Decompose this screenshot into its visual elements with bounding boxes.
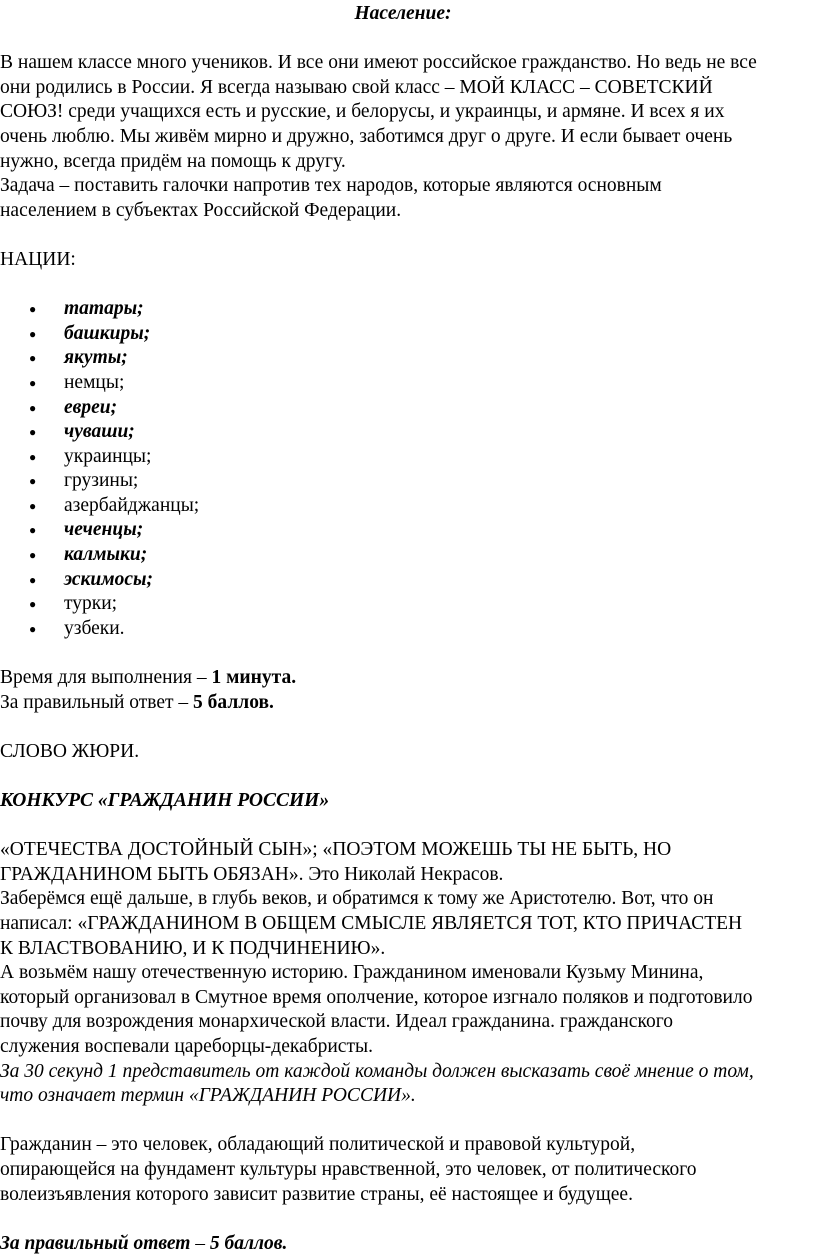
nation-label: чуваши; [64, 421, 135, 443]
text-line: что означает термин «ГРАЖДАНИН РОССИИ». [0, 1085, 416, 1107]
text-line: ГРАЖДАНИНОМ БЫТЬ ОБЯЗАН». Это Николай Некрасов. [0, 863, 504, 885]
nation-item [0, 420, 806, 445]
text-line: служения воспевали цареборцы-декабристы. [0, 1035, 373, 1057]
text-line: СОЮЗ! среди учащихся есть и русские, и белорусы, и украинцы, и армяне. И всех я их [0, 101, 725, 123]
bullet-icon: ● [29, 498, 37, 513]
intro-paragraph [0, 51, 806, 174]
text-line: нужно, всегда придём на помощь к другу. [0, 150, 346, 172]
section-heading: Население: [354, 3, 452, 24]
spacer [0, 814, 806, 839]
nation-item [0, 346, 806, 371]
nation-label: грузины; [64, 470, 139, 492]
bullet-icon: ● [29, 302, 37, 317]
spacer [0, 715, 806, 740]
bullet-icon: ● [29, 326, 37, 341]
nation-item [0, 297, 806, 322]
bullet-icon: ● [29, 572, 37, 587]
text-line: Гражданин – это человек, обладающий политической и правовой культурой, [0, 1134, 636, 1156]
nation-item [0, 371, 806, 396]
score-line [0, 691, 806, 716]
text-line: опирающейся на фундамент культуры нравственной, это человек, от политического [0, 1158, 697, 1180]
bullet-icon: ● [29, 375, 37, 390]
nation-item [0, 322, 806, 347]
time-value: 1 минута. [211, 667, 297, 689]
instruction-paragraph [0, 1060, 806, 1109]
bullet-icon: ● [29, 597, 37, 612]
nation-label: немцы; [64, 371, 125, 393]
score-prefix: За правильный ответ – [0, 691, 194, 713]
jury-line: СЛОВО ЖЮРИ. [0, 740, 140, 762]
contest-title: КОНКУРС «ГРАЖДАНИН РОССИИ» [0, 790, 330, 811]
task-paragraph [0, 174, 806, 223]
final-score-value: 5 баллов. [209, 1232, 288, 1254]
nation-item [0, 543, 806, 568]
spacer [0, 27, 806, 52]
spacer [0, 1109, 806, 1134]
nation-label: чеченцы; [64, 519, 144, 541]
spacer [0, 641, 806, 666]
nation-label: калмыки; [64, 544, 148, 566]
nation-item [0, 518, 806, 543]
text-line: В нашем классе много учеников. И все они имеют российское гражданство. Но ведь не все [0, 52, 757, 74]
text-line: они родились в России. Я всегда называю свой класс – МОЙ КЛАСС – СОВЕТСКИЙ [0, 76, 713, 98]
bullet-icon: ● [29, 474, 37, 489]
bullet-icon: ● [29, 548, 37, 563]
bullet-icon: ● [29, 400, 37, 415]
text-line: волеизъявления которого зависит развитие страны, её настоящее и будущее. [0, 1183, 633, 1205]
nations-label: НАЦИИ: [0, 248, 76, 270]
quote-paragraph [0, 838, 806, 1059]
text-line: Заберёмся ещё дальше, в глубь веков, и обратимся к тому же Аристотелю. Вот, что он [0, 888, 714, 910]
spacer [0, 223, 806, 248]
nation-label: якуты; [64, 347, 128, 369]
answer-paragraph [0, 1133, 806, 1207]
nation-item [0, 469, 806, 494]
text-line: который организовал в Смутное время ополчение, которое изгнало поляков и подготовило [0, 986, 753, 1008]
nation-label: турки; [64, 593, 118, 615]
spacer [0, 273, 806, 298]
text-line: почву для возрождения монархической власти. Идеал гражданина. гражданского [0, 1011, 673, 1033]
text-line: За 30 секунд 1 представитель от каждой команды должен высказать своё мнение о том, [0, 1060, 754, 1082]
nation-item [0, 494, 806, 519]
final-score [0, 1232, 806, 1256]
text-line: написал: «ГРАЖДАНИНОМ В ОБЩЕМ СМЫСЛЕ ЯВЛЯЕТСЯ ТОТ, КТО ПРИЧАСТЕН [0, 912, 743, 934]
nation-label: узбеки. [64, 617, 125, 639]
nation-item [0, 568, 806, 593]
final-score-dash: – [190, 1232, 210, 1254]
bullet-icon: ● [29, 425, 37, 440]
nation-item [0, 592, 806, 617]
nation-item [0, 445, 806, 470]
spacer [0, 1207, 806, 1232]
text-line: «ОТЕЧЕСТВА ДОСТОЙНЫЙ СЫН»; «ПОЭТОМ МОЖЕШЬ ТЫ НЕ БЫТЬ, НО [0, 839, 672, 861]
text-line: А возьмём нашу отечественную историю. Гражданином именовали Кузьму Минина, [0, 962, 704, 984]
time-limit [0, 666, 806, 691]
score-value: 5 баллов. [193, 691, 274, 713]
time-prefix: Время для выполнения – [0, 667, 212, 689]
nation-label: башкиры; [64, 322, 151, 344]
bullet-icon: ● [29, 449, 37, 464]
text-line: Задача – поставить галочки напротив тех народов, которые являются основным [0, 175, 662, 197]
nation-item [0, 396, 806, 421]
text-line: К ВЛАСТВОВАНИЮ, И К ПОДЧИНЕНИЮ». [0, 937, 386, 959]
nation-label: азербайджанцы; [64, 494, 200, 516]
nation-label: украинцы; [64, 445, 152, 467]
spacer [0, 764, 806, 789]
nation-item [0, 617, 806, 642]
nation-label: евреи; [64, 396, 118, 418]
bullet-icon: ● [29, 523, 37, 538]
text-line: населением в субъектах Российской Федерации. [0, 199, 402, 221]
bullet-icon: ● [29, 351, 37, 366]
final-score-prefix: За правильный ответ [0, 1232, 191, 1254]
nations-list [0, 297, 806, 641]
nation-label: татары; [64, 298, 144, 320]
bullet-icon: ● [29, 621, 37, 636]
nation-label: эскимосы; [64, 568, 154, 590]
text-line: очень люблю. Мы живём мирно и дружно, заботимся друг о друге. И если бывает очень [0, 125, 733, 147]
